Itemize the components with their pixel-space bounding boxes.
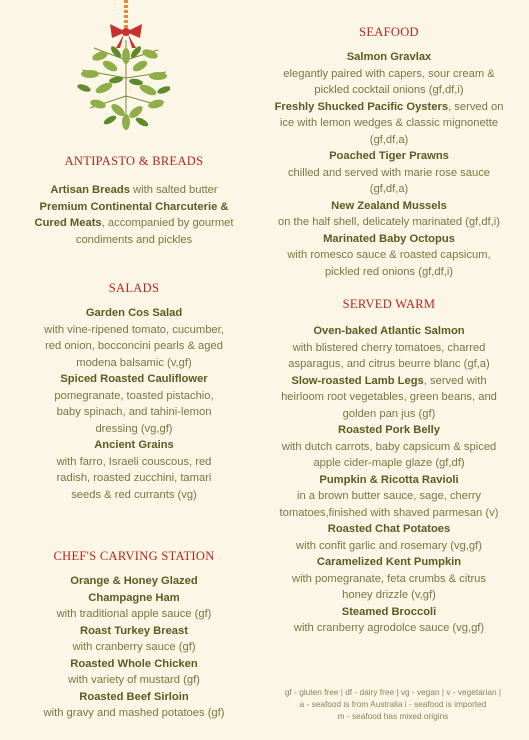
menu-item — [271, 422, 507, 472]
carving-heading: CHEF'S CARVING STATION — [53, 549, 215, 563]
item-name: Orange & Honey Glazed Champagne Ham — [70, 575, 198, 604]
item-desc: , accompanied by gourmet condiments and pickles — [75, 217, 234, 246]
item-name: Freshly Shucked Pacific Oysters — [274, 100, 449, 113]
item-name: Garden Cos Salad — [85, 307, 183, 319]
item-desc: with cranberry agrodolce sauce (vg,gf) — [293, 622, 485, 634]
menu-item — [18, 182, 250, 199]
seafood-heading: SEAFOOD — [359, 25, 419, 39]
item-desc: with blistered cherry tomatoes, charred asparagus, and citrus beurre blanc (gf,a) — [288, 341, 490, 370]
menu-item — [262, 198, 516, 231]
menu-item — [278, 323, 500, 373]
item-name: Roasted Beef Sirloin — [79, 690, 189, 703]
menu-item — [271, 49, 507, 99]
menu-item — [43, 437, 225, 503]
salads-heading: SALADS — [108, 281, 160, 295]
menu-item — [18, 689, 250, 722]
menu-item — [262, 604, 516, 637]
item-name: Marinated Baby Octopus — [323, 232, 455, 245]
menu-item-desc — [18, 606, 250, 623]
item-name: Spiced Roasted Cauliflower — [60, 373, 208, 385]
item-name: Ancient Grains — [94, 439, 174, 451]
menu-item — [262, 521, 516, 554]
item-name: Caramelized Kent Pumpkin — [316, 556, 462, 568]
menu-item — [269, 472, 509, 522]
mistletoe-ornament-icon — [70, 0, 170, 135]
menu-item — [271, 231, 507, 281]
item-desc: chilled and served with marie rose sauce (gf,df,a) — [287, 166, 491, 195]
menu-item — [59, 573, 209, 606]
menu-item — [18, 623, 250, 656]
legend-line: a - seafood is from Australia i - seafood is imported — [299, 699, 487, 709]
menu-item — [273, 373, 505, 423]
menu-item — [18, 656, 250, 689]
item-name: Roasted Pork Belly — [338, 424, 440, 436]
item-name: New Zealand Mussels — [331, 199, 447, 212]
item-desc: with romesco sauce & roasted capsicum, pickled red onions (gf,df,i) — [287, 249, 491, 278]
dietary-legend — [268, 686, 518, 722]
item-name: Steamed Broccoli — [341, 605, 437, 618]
menu-item — [43, 305, 225, 371]
item-name: Poached Tiger Prawns — [329, 150, 449, 162]
item-desc: pomegranate, toasted pistachio, baby spinach, and tahini-lemon dressing (vg,gf) — [54, 389, 214, 435]
menu-item — [271, 148, 507, 198]
item-desc: with cranberry sauce (gf) — [72, 641, 196, 653]
item-desc: with farro, Israeli couscous, red radish, roasted zucchini, tamari seeds & red currants (vg) — [56, 455, 212, 501]
legend-line: gf - gluten free | df - dairy free | vg - vegan | v - vegetarian | — [284, 687, 502, 697]
antipasto-heading: ANTIPASTO & BREADS — [64, 154, 204, 168]
item-name: Roast Turkey Breast — [80, 624, 188, 637]
item-name: Slow-roasted Lamb Legs — [291, 374, 424, 387]
item-name: Roasted Chat Potatoes — [327, 523, 451, 535]
item-name: Premium Continental Charcuterie & Cured Meats — [34, 200, 229, 229]
menu-item — [41, 371, 227, 437]
item-desc: with pomegranate, feta crumbs & citrus honey drizzle (v,gf) — [291, 572, 486, 601]
item-desc: with vine-ripened tomato, cucumber, red onion, bocconcini pearls & aged modena balsamic (v,gf) — [44, 323, 224, 369]
menu-item — [34, 199, 234, 249]
item-name: Oven-baked Atlantic Salmon — [313, 325, 465, 337]
item-desc: on the half shell, delicately marinated (gf,df,i) — [277, 216, 500, 228]
item-desc: with confit garlic and rosemary (vg,gf) — [296, 539, 482, 552]
item-name: Pumpkin & Ricotta Ravioli — [319, 473, 459, 486]
item-desc: with dutch carrots, baby capsicum & spiced apple cider-maple glaze (gf,df) — [281, 440, 497, 469]
item-desc: with variety of mustard (gf) — [68, 674, 200, 686]
warm-heading: SERVED WARM — [342, 297, 436, 311]
menu-item — [278, 554, 500, 604]
item-desc: , served on ice with lemon wedges & classic mignonette (gf,df,a) — [279, 100, 504, 146]
item-name: Artisan Breads — [50, 184, 130, 196]
menu-item — [271, 99, 507, 149]
legend-line: m - seafood has mixed origins — [337, 711, 449, 721]
item-desc: elegantly paired with capers, sour cream & pickled cocktail onions (gf,df,i) — [283, 67, 495, 96]
item-desc: with traditional apple sauce (gf) — [56, 608, 212, 620]
item-name: Roasted Whole Chicken — [70, 657, 198, 670]
item-desc: with gravy and mashed potatoes (gf) — [43, 707, 225, 719]
item-desc: with salted butter — [129, 184, 218, 196]
item-desc: , served with heirloom root vegetables, green beans, and golden pan jus (gf) — [281, 374, 497, 420]
item-desc: in a brown butter sauce, sage, cherry tomatoes,finished with shaved parmesan (v) — [279, 490, 499, 519]
item-name: Salmon Gravlax — [346, 51, 432, 63]
